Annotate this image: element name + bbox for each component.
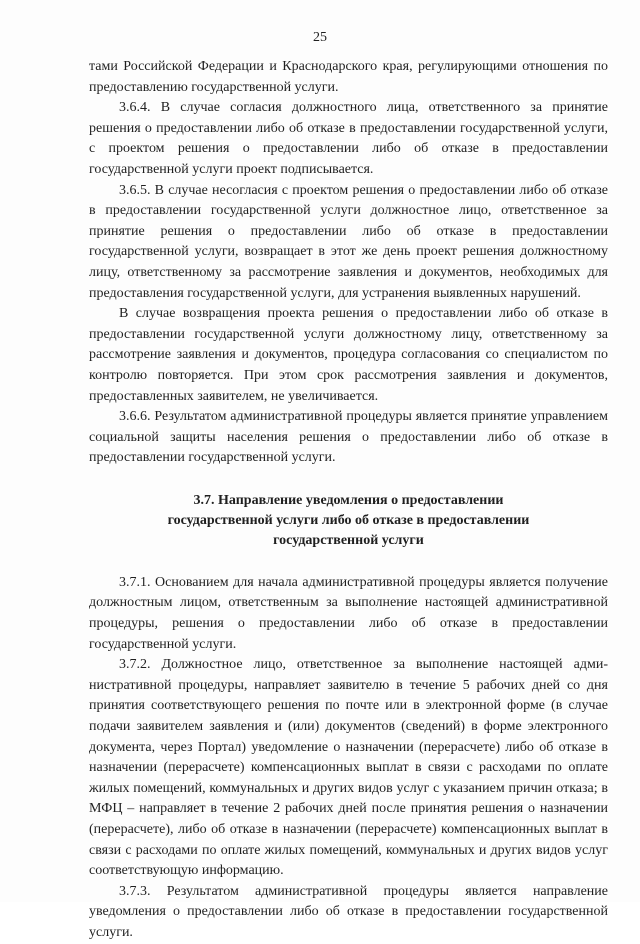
paragraph-3-6-5: 3.6.5. В случае несогласия с проектом решения о предоставлении либо об отказе в предоставлении государственной услуги должностное лицо, ответственное за принятие решения о предоставлении либо об отказе в предоставлении государственной услуги, возвращает в этот же день проект решения должностному лицу, ответственному за рассмотрение заявления и документов, необходимых для предоставления государственной услуги, для устранения выявленных нарушений.	[89, 182, 608, 301]
section-heading-3-7	[89, 491, 608, 551]
paragraph-3-6-6: 3.6.6. Результатом административной процедуры является принятие управлением социальной защиты населения решения о предоставлении либо об отказе в предоставлении государственной услуги.	[89, 409, 608, 466]
section-heading-line: 3.7. Направление уведомления о предоставлении	[193, 492, 504, 508]
paragraph-return-case: В случае возвращения проекта решения о предоставлении либо об отказе в предоставлении государственной услуги должностному лицу, ответственному за рассмотрение заявления и документов, процедура согласования со специалистом по контролю повторяется. При этом срок рассмотрения заявления и документов, предоставленных заявителем, не увеличивается.	[89, 306, 608, 404]
section-heading-line: государственной услуги	[273, 532, 424, 548]
section-heading-line: государственной услуги либо об отказе в предоставлении	[167, 512, 530, 528]
document-body	[89, 57, 608, 944]
paragraph-continuation: тами Российской Федерации и Краснодарского края, регулирующими отношения по предоставлению государственной услуги.	[89, 59, 608, 95]
paragraph-3-7-2: 3.7.2. Должностное лицо, ответственное за выполнение настоящей административной процедуры, направляет заявителю в течение 5 рабочих дней со дня принятия соответствующего решения по почте или в электронной форме (в случае подачи заявителем заявления и (или) документов (сведений) в форме электронного документа, через Портал) уведомление о назначении (перерасчете) либо об отказе в назначении (перерасчете) компенсационных выплат в связи с расходами по оплате жилых помещений, коммунальных и других видов услуг с указанием причин отказа; в МФЦ – направляет в течение 2 рабочих дней после принятия решения о назначении (перерасчете), либо об отказе в назначении (перерасчете) компенсационных выплат в связи с расходами по оплате жилых помещений, коммунальных и других видов услуг соответствующую информацию.	[89, 657, 608, 879]
page-number: 25	[313, 30, 327, 45]
paragraph-3-7-3: 3.7.3. Результатом административной процедуры является направление уведомления о предоставлении либо об отказе в предоставлении государственной услуги.	[89, 883, 608, 940]
paragraph-3-6-4: 3.6.4. В случае согласия должностного лица, ответственного за принятие решения о предоставлении либо об отказе в предоставлении государственной услуги, с проектом решения о предоставлении либо об отказе в предоставлении государственной услуги проект подписывается.	[89, 100, 608, 177]
paragraph-3-7-1: 3.7.1. Основанием для начала административной процедуры является получение должностным лицом, ответственным за выполнение настоящей административной процедуры, решения о предоставлении либо об отказе в предоставлении государственной услуги.	[89, 574, 608, 652]
